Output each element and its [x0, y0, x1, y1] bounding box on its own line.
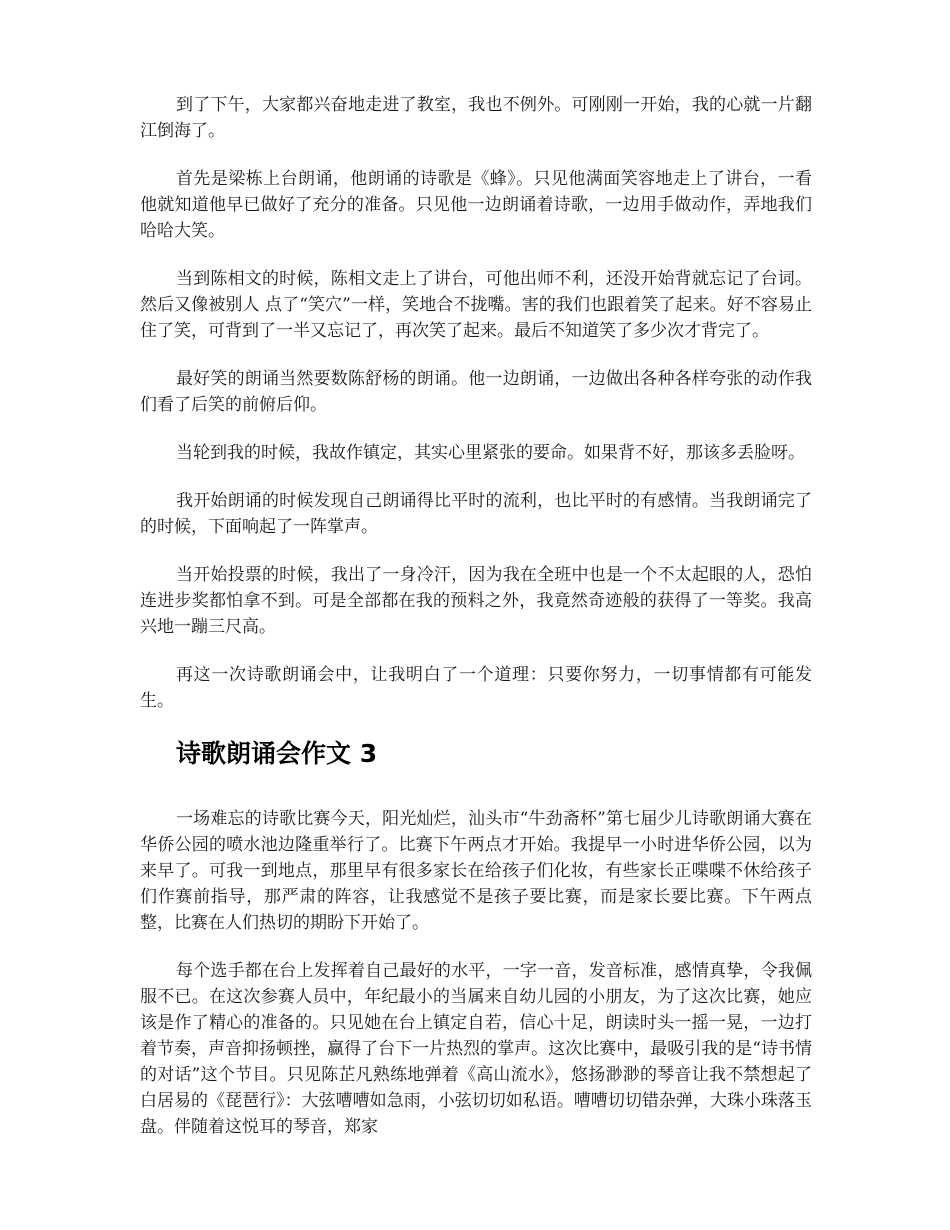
paragraph: 一场难忘的诗歌比赛今天，阳光灿烂，汕头市“牛劲斋杯”第七届少儿诗歌朗诵大赛在华侨公园的喷水池边隆重举行了。比赛下午两点才开始。我提早一小时进华侨公园，以为来早了。可我一到地点，那里早有很多家长在给孩子们化妆，有些家长正喋喋不休给孩子们作赛前指导，那严肃的阵容，让我感觉不是孩子要比赛，而是家长要比赛。下午两点整，比赛在人们热切的期盼下开始了。 — [140, 809, 812, 933]
essay-3 — [140, 806, 812, 1140]
paragraph: 当开始投票的时候，我出了一身冷汗，因为我在全班中也是一个不太起眼的人，恐怕连进步奖都怕拿不到。可是全部都在我的预料之外，我竟然奇迹般的获得了一等奖。我高兴地一蹦三尺高。 — [140, 565, 812, 637]
paragraph: 首先是梁栋上台朗诵，他朗诵的诗歌是《蜂》。只见他满面笑容地走上了讲台，一看他就知道他早已做好了充分的准备。只见他一边朗诵着诗歌，一边用手做动作，弄地我们哈哈大笑。 — [140, 169, 812, 241]
paragraph: 我开始朗诵的时候发现自己朗诵得比平时的流利，也比平时的有感情。当我朗诵完了的时候，下面响起了一阵掌声。 — [140, 491, 812, 537]
paragraph: 当轮到我的时候，我故作镇定，其实心里紧张的要命。如果背不好，那该多丢脸呀。 — [176, 443, 805, 463]
paragraph: 到了下午，大家都兴奋地走进了教室，我也不例外。可刚刚一开始，我的心就一片翻江倒海了。 — [140, 95, 812, 141]
paragraph: 再这一次诗歌朗诵会中，让我明白了一个道理：只要你努力，一切事情都有可能发生。 — [140, 665, 812, 711]
essay-2-tail — [140, 92, 812, 714]
paragraph: 当到陈相文的时候，陈相文走上了讲台，可他出师不利，还没开始背就忘记了台词。然后又像被别人 点了“笑穴”一样，笑地合不拢嘴。害的我们也跟着笑了起来。好不容易止住了笑，可背到了一半又忘记了，再次笑了起来。最后不知道笑了多少次才背完了。 — [140, 269, 812, 341]
paragraph: 最好笑的朗诵当然要数陈舒杨的朗诵。他一边朗诵，一边做出各种各样夸张的动作我们看了后笑的前俯后仰。 — [140, 369, 812, 415]
document-body — [140, 92, 812, 1162]
section-heading: 诗歌朗诵会作文 3 — [176, 739, 378, 768]
paragraph: 每个选手都在台上发挥着自己最好的水平，一字一音，发音标准，感情真挚，令我佩服不已。在这次参赛人员中，年纪最小的当属来自幼儿园的小朋友，为了这次比赛，她应该是作了精心的准备的。只见她在台上镇定自若，信心十足，朗读时头一摇一晃，一边打着节奏，声音抑扬顿挫，赢得了台下一片热烈的掌声。这次比赛中，最吸引我的是“诗书情的对话”这个节目。只见陈芷凡熟练地弹着《高山流水》，悠扬渺渺的琴音让我不禁想起了白居易的《琵琶行》：大弦嘈嘈如急雨，小弦切切如私语。嘈嘈切切错杂弹，大珠小珠落玉盘。伴随着这悦耳的琴音，郑家 — [140, 961, 812, 1137]
